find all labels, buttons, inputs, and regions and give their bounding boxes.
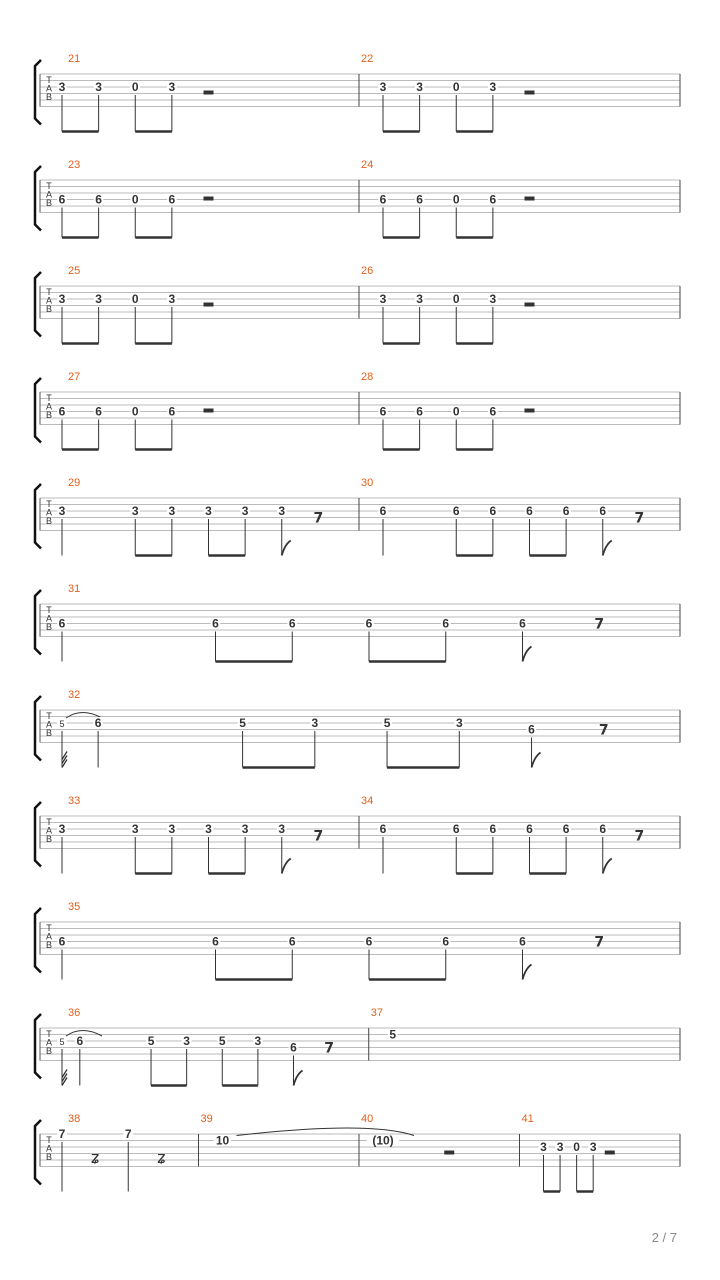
fret-number: 6 (379, 504, 387, 518)
fret-number: 6 (489, 404, 497, 419)
fret-number: 5 (383, 716, 391, 730)
fret-number: 3 (254, 1034, 262, 1048)
fret-number: 3 (168, 504, 176, 518)
fret-number: 0 (131, 192, 139, 207)
tab-system (35, 371, 680, 450)
bar-number: 33 (68, 795, 81, 807)
fret-number: 6 (94, 716, 102, 730)
tab-clef-letter: T (46, 499, 52, 509)
tab-clef-letter: T (46, 605, 52, 615)
fret-number: 3 (168, 80, 176, 94)
eighth-rest: 7 (313, 510, 324, 527)
tab-clef-letter: T (46, 1135, 52, 1145)
tab-clef-letter: T (46, 1029, 52, 1039)
fret-number: 0 (573, 1140, 580, 1154)
fret-number: 3 (241, 822, 249, 836)
tab-clef-letter: T (46, 287, 52, 297)
fret-number: 5 (389, 1027, 397, 1042)
tab-clef-letter: A (45, 189, 53, 200)
fret-number: 3 (131, 822, 139, 836)
fret-number: (10) (372, 1133, 394, 1148)
eighth-rest: 7 (634, 510, 645, 527)
flag (532, 753, 541, 768)
flag (282, 859, 291, 874)
half-rest (204, 409, 214, 413)
tab-clef-letter: A (45, 295, 53, 306)
tab-clef-letter: T (46, 817, 52, 827)
fret-number: 6 (416, 192, 423, 207)
fret-number: 6 (379, 822, 387, 836)
tab-system (35, 901, 680, 980)
fret-number: 6 (379, 404, 387, 419)
bar-number: 30 (361, 477, 374, 489)
fret-number: 6 (168, 404, 176, 419)
fret-number: 6 (58, 934, 66, 949)
tab-clef-letter: A (45, 719, 53, 730)
fret-number: 6 (379, 192, 387, 207)
fret-number: 0 (131, 292, 139, 306)
fret-number: 3 (205, 504, 212, 518)
half-rest (525, 197, 535, 201)
fret-number: 6 (288, 616, 296, 631)
fret-number: 6 (212, 934, 219, 949)
tab-clef-letter: B (45, 728, 53, 738)
fret-number: 3 (416, 292, 423, 306)
fret-number: 5 (218, 1034, 226, 1048)
bar-number: 38 (68, 1113, 81, 1125)
tab-clef-letter: B (45, 940, 53, 950)
fret-number: 6 (442, 934, 450, 949)
tab-system (35, 1113, 680, 1192)
tab-system (35, 477, 680, 556)
flag (523, 965, 532, 980)
fret-number: 3 (416, 80, 423, 94)
fret-number: 3 (278, 504, 286, 518)
fret-number: 3 (58, 822, 66, 836)
fret-number: 6 (452, 822, 460, 836)
fret-number: 6 (528, 722, 535, 737)
tab-clef-letter: B (45, 304, 53, 314)
fret-number: 7 (124, 1127, 132, 1141)
tab-clef-letter: B (45, 622, 53, 632)
grace-fret-number: 5 (59, 719, 65, 729)
fret-number: 3 (455, 716, 463, 730)
flag (282, 541, 291, 556)
tab-clef-letter: A (45, 1143, 53, 1154)
bar-number: 34 (361, 795, 374, 807)
tab-clef-letter: A (45, 613, 53, 624)
grace-fret-number: 5 (59, 1037, 65, 1047)
flag (603, 859, 612, 874)
tab-system (35, 159, 680, 238)
bar-number: 37 (370, 1007, 383, 1019)
bar-number: 31 (68, 583, 81, 595)
eighth-rest: 7 (598, 722, 609, 739)
fret-number: 6 (562, 504, 570, 518)
fret-number: 3 (183, 1034, 190, 1048)
bar-number: 23 (68, 159, 81, 171)
fret-number: 6 (365, 934, 373, 949)
tab-clef-letter: B (45, 410, 53, 420)
bar-number: 26 (361, 265, 374, 277)
tab-clef-letter: B (45, 1046, 53, 1056)
fret-number: 6 (95, 192, 102, 207)
fret-number: 3 (58, 292, 66, 306)
fret-number: 3 (95, 292, 102, 306)
bar-number: 41 (521, 1113, 534, 1125)
fret-number: 5 (239, 716, 246, 730)
tab-clef-letter: B (45, 1152, 53, 1162)
tab-system (35, 689, 680, 768)
fret-number: 6 (452, 504, 460, 518)
fret-number: 6 (76, 1034, 84, 1048)
fret-number: 0 (131, 80, 139, 94)
fret-number: 6 (58, 404, 66, 419)
eighth-rest: 7 (594, 934, 605, 951)
fret-number: 3 (379, 292, 387, 306)
fret-number: 3 (168, 292, 176, 306)
fret-number: 3 (489, 80, 497, 94)
fret-number: 0 (452, 80, 460, 94)
tab-system (35, 53, 680, 132)
bar-number: 35 (68, 901, 81, 913)
quarter-rest: ʑ (90, 1148, 100, 1167)
fret-number: 0 (452, 192, 460, 207)
fret-number: 3 (58, 504, 66, 518)
tab-clef-letter: A (45, 401, 53, 412)
bar-number: 39 (200, 1113, 213, 1125)
tab-clef-letter: T (46, 393, 52, 403)
fret-number: 6 (489, 822, 497, 836)
half-rest (204, 197, 214, 201)
fret-number: 3 (556, 1140, 564, 1154)
eighth-rest: 7 (313, 828, 324, 845)
fret-number: 6 (562, 822, 570, 836)
tab-system (35, 583, 680, 662)
tab-clef-letter: T (46, 181, 52, 191)
bar-number: 24 (361, 159, 374, 171)
quarter-rest: ʑ (157, 1148, 166, 1167)
fret-number: 3 (311, 716, 319, 730)
page-indicator: 2 / 7 (651, 1230, 677, 1245)
bar-number: 28 (361, 371, 374, 383)
tab-clef-letter: B (45, 198, 53, 208)
fret-number: 6 (489, 192, 497, 207)
bar-number: 25 (68, 265, 81, 277)
fret-number: 3 (241, 504, 249, 518)
tab-clef-letter: B (45, 834, 53, 844)
fret-number: 6 (526, 504, 533, 518)
fret-number: 6 (168, 192, 176, 207)
eighth-rest: 7 (594, 616, 605, 633)
fret-number: 3 (489, 292, 497, 306)
fret-number: 10 (215, 1133, 230, 1148)
fret-number: 3 (379, 80, 387, 94)
tab-clef-letter: A (45, 1037, 53, 1048)
tab-clef-letter: B (45, 92, 53, 102)
half-rest (525, 303, 535, 307)
fret-number: 6 (365, 616, 373, 631)
tab-clef-letter: T (46, 711, 52, 721)
fret-number: 3 (278, 822, 286, 836)
half-rest (525, 409, 535, 413)
half-rest (204, 91, 214, 95)
bar-number: 21 (68, 53, 81, 65)
flag (523, 647, 532, 662)
bar-number: 22 (361, 53, 374, 65)
bar-number: 40 (361, 1113, 374, 1125)
fret-number: 6 (489, 504, 497, 518)
fret-number: 6 (599, 504, 607, 518)
fret-number: 3 (58, 80, 66, 94)
bar-number: 27 (68, 371, 81, 383)
fret-number: 7 (58, 1127, 66, 1141)
fret-number: 6 (416, 404, 423, 419)
fret-number: 3 (131, 504, 139, 518)
fret-number: 0 (452, 404, 460, 419)
fret-number: 6 (599, 822, 607, 836)
half-rest (525, 91, 535, 95)
fret-number: 6 (519, 616, 526, 631)
tab-clef-letter: A (45, 931, 53, 942)
tab-clef-letter: A (45, 507, 53, 518)
tab-clef-letter: T (46, 923, 52, 933)
bar-number: 32 (68, 689, 81, 701)
fret-number: 6 (58, 616, 66, 631)
fret-number: 6 (288, 934, 296, 949)
half-rest (444, 1151, 454, 1155)
half-rest (605, 1151, 615, 1155)
tab-system (35, 265, 680, 344)
fret-number: 3 (168, 822, 176, 836)
fret-number: 6 (58, 192, 66, 207)
flag (293, 1071, 302, 1086)
fret-number: 6 (290, 1040, 297, 1055)
fret-number: 5 (147, 1034, 155, 1048)
fret-number: 0 (131, 404, 139, 419)
bar-number: 36 (68, 1007, 81, 1019)
fret-number: 3 (205, 822, 212, 836)
tab-clef-letter: B (45, 516, 53, 526)
fret-number: 3 (540, 1140, 547, 1154)
fret-number: 6 (95, 404, 102, 419)
tab-clef-letter: T (46, 75, 52, 85)
fret-number: 3 (589, 1140, 597, 1154)
fret-number: 0 (452, 292, 460, 306)
tab-system (35, 1007, 680, 1086)
tab-system (35, 795, 680, 874)
fret-number: 6 (526, 822, 533, 836)
fret-number: 6 (519, 934, 526, 949)
fret-number: 6 (442, 616, 450, 631)
fret-number: 6 (212, 616, 219, 631)
flag (603, 541, 612, 556)
eighth-rest: 7 (634, 828, 645, 845)
tab-clef-letter: A (45, 825, 53, 836)
eighth-rest: 7 (324, 1040, 334, 1057)
fret-number: 3 (95, 80, 102, 94)
bar-number: 29 (68, 477, 81, 489)
tab-clef-letter: A (45, 83, 53, 94)
half-rest (204, 303, 214, 307)
